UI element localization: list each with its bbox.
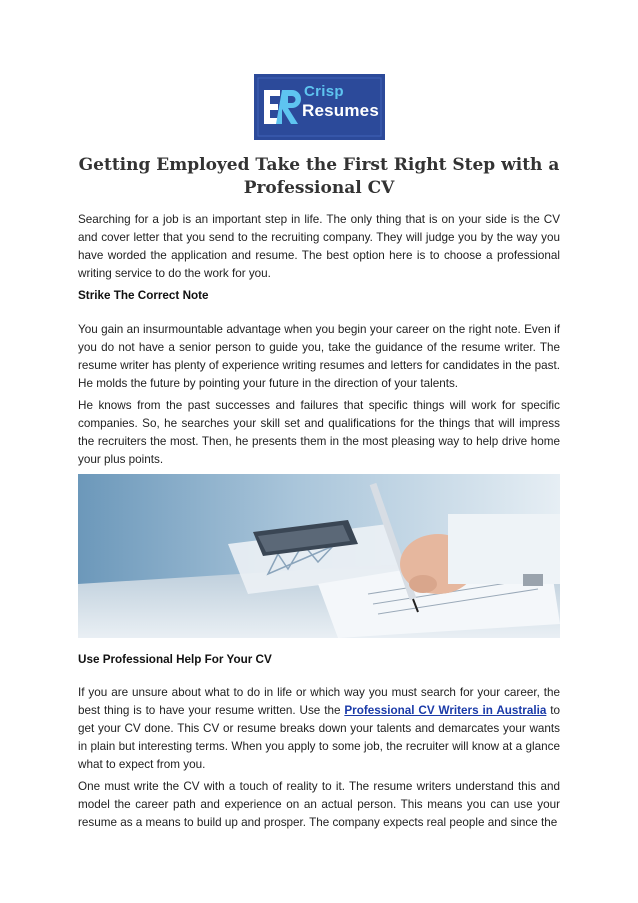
- logo-text-resumes: Resumes: [302, 101, 379, 120]
- crisp-resumes-logo: [254, 74, 385, 140]
- section-heading-professional-help: Use Professional Help For Your CV: [78, 653, 272, 666]
- professional-help-paragraph-1: [78, 684, 560, 774]
- paragraph-text-before-link: If you are unsure about what to do in life or which way you must search for your career, the best thing is to have your resume written. Use the: [78, 686, 560, 718]
- professional-help-paragraph-2: One must write the CV with a touch of reality to it. The resume writers understand this and model the career path and experience on an actual person. This means you can use your resume as a means to build up and prosper. The company expects real people and since the: [78, 780, 560, 830]
- intro-paragraph: Searching for a job is an important step in life. The only thing that is on your side is the CV and cover letter that you send to the recruiting company. They will judge you by the way you have worded the application and resume. The best option here is to choose a professional writing service to do the work for you.: [78, 213, 560, 281]
- writing-desk-photo: [78, 474, 560, 638]
- section-heading-strike: Strike The Correct Note: [78, 289, 209, 302]
- strike-paragraph-2: He knows from the past successes and failures that specific things will work for specific companies. So, he searches your skill set and qualifications for the things that will impress the recruiters the most. Then, he presents them in the most pleasing way to help drive home your plus points.: [78, 399, 560, 467]
- page-title: Getting Employed Take the First Right Step with a Professional CV: [78, 155, 560, 198]
- paragraph-text-after-link: to get your CV done. This CV or resume breaks down your talents and demarcates your wants in plain but interesting terms. When you apply to some job, the recruiter will know at a glance what to expect from you.: [78, 704, 560, 772]
- professional-cv-writers-link[interactable]: Professional CV Writers in Australia: [344, 704, 547, 718]
- logo-text-crisp: Crisp: [304, 83, 344, 100]
- strike-paragraph-1: You gain an insurmountable advantage when you begin your career on the right note. Even if you do not have a senior person to guide you, take the guidance of the resume writer. The resume writer has plenty of experience writing resumes and letters for candidates in the past. He molds the future by pointing your future in the direction of your talents.: [78, 323, 560, 391]
